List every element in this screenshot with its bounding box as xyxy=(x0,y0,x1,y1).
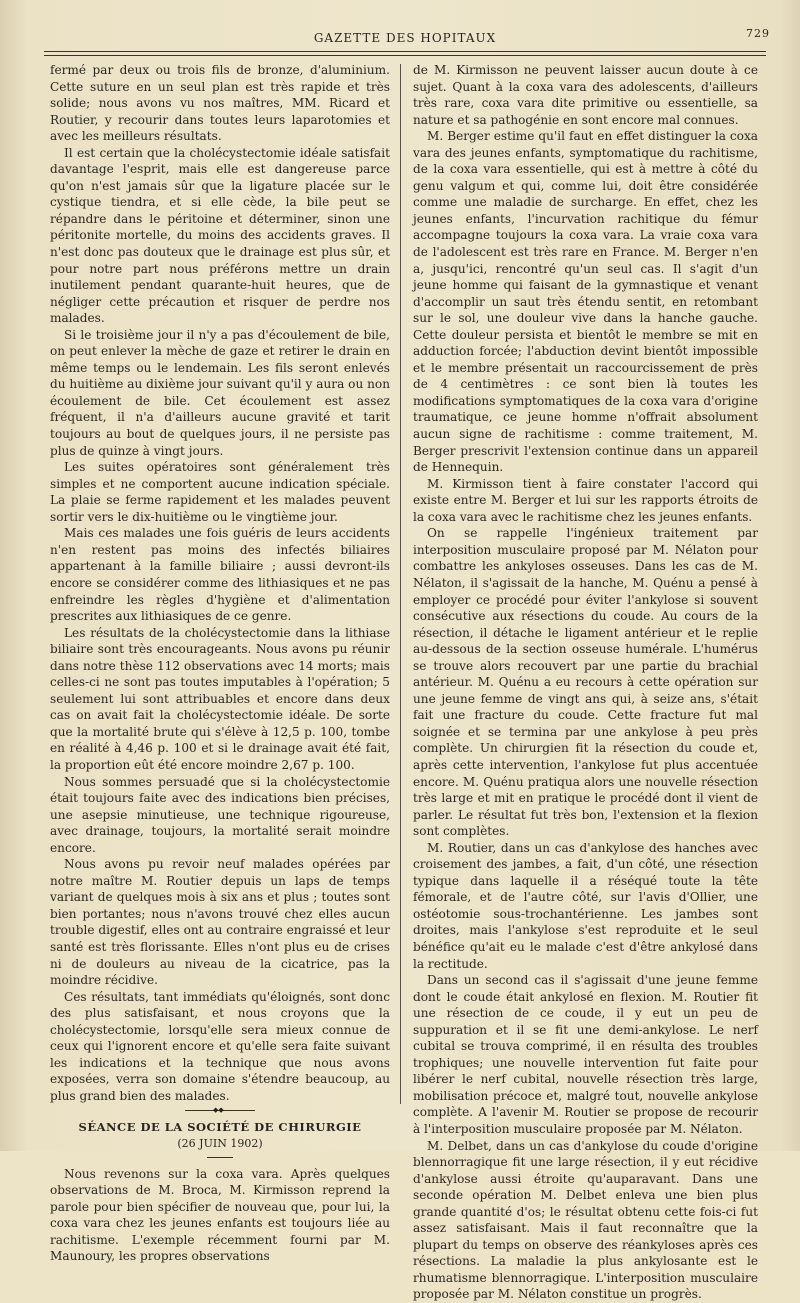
paragraph: Mais ces malades une fois guéris de leurs accidents n'en restent pas moins des infectés biliaires appartenant à la famille biliaire ; aussi devront-ils encore se considérer comme des lithiasiques et ne pas enfreindre les règles d'hygiène et d'alimentation prescrites aux lithiasiques de ce genre. xyxy=(50,526,390,624)
paragraph: Les suites opératoires sont généralement très simples et ne comportent aucune indication spéciale. La plaie se ferme rapidement et les malades peuvent sortir vers le dix-huitième ou le vingtième jour. xyxy=(50,460,390,524)
paragraph: de M. Kirmisson ne peuvent laisser aucun doute à ce sujet. Quant à la coxa vara des adolescents, d'ailleurs très rare, coxa vara dite primitive ou essentielle, sa nature et sa pathogénie en sont encore mal connues. xyxy=(413,63,758,127)
paragraph: M. Delbet, dans un cas d'ankylose du coude d'origine blennorragique fit une large résection, il y eut récidive d'ankylose aussi étroite qu'auparavant. Dans une seconde opération M. Delbet enleva une bien plus grande quantité d'os; le résultat obtenu cette fois-ci fut assez satisfaisant. Mais il faut reconnaître que la plupart du temps on observe des réankyloses après ces résections. La maladie la plus ankylosante est le rhumatisme blennorragique. L'interposition musculaire proposée par M. Nélaton constitue un progrès. xyxy=(413,1138,758,1302)
paragraph: Nous revenons sur la coxa vara. Après quelques observations de M. Broca, M. Kirmisson reprend la parole pour bien spécifier de nouveau que, pour lui, la coxa vara chez les jeunes enfants est toujours liée au rachitisme. L'exemple récemment fourni par M. Maunoury, les propres observations xyxy=(50,1166,390,1264)
column-divider xyxy=(400,64,401,1104)
section-short-rule xyxy=(207,1157,233,1158)
header-rule-thick xyxy=(44,51,766,52)
paragraph: On se rappelle l'ingénieux traitement par interposition musculaire proposé par M. Nélaton pour combattre les ankyloses osseuses. Dans les cas de M. Nélaton, il s'agissait de la hanche, M. Quénu a pensé à employer ce procédé pour éviter l'ankylose si souvent consécutive aux résections du coude. Au cours de la résection, il détache le ligament antérieur et le replie au-dessous de la section osseuse humérale. L'humérus se trouve alors recouvert par une partie du brachial antérieur. M. Quénu a eu recours à cette opération sur une jeune femme de vingt ans qui, à seize ans, s'était fait une fracture du coude. Cette fracture fut mal soignée et se termina par une ankylose à peu près complète. Un chirurgien fit la résection du coude et, après cette intervention, l'ankylose fut plus accentuée encore. M. Quénu pratiqua alors une nouvelle résection très large et mit en pratique le procédé dont il vient de parler. Le résultat fut très bon, l'extension et la flexion sont complètes. xyxy=(413,526,758,839)
paragraph: Il est certain que la cholécystectomie idéale satisfait davantage l'esprit, mais elle est dangereuse parce qu'on n'est jamais sûr que la ligature placée sur le cystique tiendra, et si elle cède, la bile peut se répandre dans le péritoine et déterminer, sinon une péritonite mortelle, du moins des accidents graves. Il n'est donc pas douteux que le drainage est plus sûr, et pour notre part nous préférons mettre un drain inutilement pendant quarante-huit heures, que de négliger cette précaution et risquer de perdre nos malades. xyxy=(50,145,390,326)
header-rule-thin xyxy=(44,55,766,56)
paragraph: fermé par deux ou trois fils de bronze, d'aluminium. Cette suture en un seul plan est très rapide et très solide; nous avons vu nos maîtres, MM. Ricard et Routier, y recourir dans toutes leurs laparotomies et avec les meilleurs résultats. xyxy=(50,63,390,144)
paragraph: Les résultats de la cholécystectomie dans la lithiase biliaire sont très encourageants. Nous avons pu réunir dans notre thèse 112 observations avec 14 morts; mais celles-ci ne sont pas toutes imputables à l'opération; 5 seulement lui sont attribuables et encore dans deux cas on avait fait la cholécystectomie idéale. De sorte que la mortalité brute qui s'élève à 12,5 p. 100, tombe en réalité à 4,46 p. 100 et si le drainage avait été fait, la proportion eût été encore moindre 2,67 p. 100. xyxy=(50,625,390,772)
paragraph: Dans un second cas il s'agissait d'une jeune femme dont le coude était ankylosé en flexion. M. Routier fit une résection de ce coude, il y eut un peu de suppuration et il se fit une demi-ankylose. Le nerf cubital se trouva comprimé, il en résulta des troubles trophiques; une nouvelle intervention fut faite pour libérer le nerf cubital, nouvelle résection très large, mobilisation précoce et, malgré tout, nouvelle ankylose complète. A l'avenir M. Routier se propose de recourir à l'interposition musculaire proposée par M. Nélaton. xyxy=(413,973,758,1136)
paragraph: Nous sommes persuadé que si la cholécystectomie était toujours faite avec des indications bien précises, une asepsie minutieuse, une technique rigoureuse, avec drainage, toujours, la mortalité serait moindre encore. xyxy=(50,774,390,855)
paragraph: Nous avons pu revoir neuf malades opérées par notre maître M. Routier depuis un laps de temps variant de quelques mois à six ans et plus ; toutes sont bien portantes; nous n'avons trouvé chez elles aucun trouble digestif, elles ont au contraire engraissé et leur santé est très florissante. Elles n'ont plus eu de crises ni de douleurs au niveau de la cicatrice, pas la moindre récidive. xyxy=(50,857,390,988)
left-column xyxy=(50,62,390,1265)
ornament-icon: ◆◆ xyxy=(213,1106,224,1115)
section-date: (26 JUIN 1902) xyxy=(177,1137,263,1150)
section-separator xyxy=(185,1106,255,1115)
paragraph: M. Berger estime qu'il faut en effet distinguer la coxa vara des jeunes enfants, symptomatique du rachitisme, de la coxa vara essentielle, qui est à mettre à côté du genu valgum et qui, comme lui, doit être considérée comme une maladie de surcharge. En effet, chez les jeunes enfants, l'incurvation rachitique du fémur accompagne toujours la coxa vara. La vraie coxa vara de l'adolescent est très rare en France. M. Berger n'en a, jusqu'ici, rencontré qu'un seul cas. Il s'agit d'un jeune homme qui faisant de la gymnastique et venant d'accomplir un saut très étendu sentit, en retombant sur le sol, une douleur vive dans la hanche gauche. Cette douleur persista et bientôt le membre se mit en adduction forcée; l'abduction devint bientôt impossible et le membre présentait un raccourcissement de près de 4 centimètres : ce sont bien là toutes les modifications symptomatiques de la coxa vara d'origine traumatique, ce jeune homme n'offrait absolument aucun signe de rachitisme : comme traitement, M. Berger prescrivit l'extension continue dans un appareil de Hennequin. xyxy=(413,129,758,475)
paragraph: M. Kirmisson tient à faire constater l'accord qui existe entre M. Berger et lui sur les rapports étroits de la coxa vara avec le rachitisme chez les jeunes enfants. xyxy=(413,476,758,524)
page-number: 729 xyxy=(746,27,770,40)
paragraph: Ces résultats, tant immédiats qu'éloignés, sont donc des plus satisfaisant, et nous croyons que la cholécystectomie, lorsqu'elle sera mieux connue de ceux qui l'ignorent encore et qu'elle sera faite suivant les indications et la technique que nous avons exposées, verra son domaine s'étendre beaucoup, au plus grand bien des malades. xyxy=(50,989,390,1103)
section-title: SÉANCE DE LA SOCIÉTÉ DE CHIRURGIE xyxy=(78,1120,362,1135)
right-column xyxy=(413,62,758,1303)
journal-title: GAZETTE DES HOPITAUX xyxy=(313,31,497,45)
page-header xyxy=(40,26,770,48)
paragraph: Si le troisième jour il n'y a pas d'écoulement de bile, on peut enlever la mèche de gaze et retirer le drain en même temps ou le lendemain. Les fils seront enlevés du huitième au dixième jour suivant qu'il y aura ou non écoulement de bile. Cet écoulement est assez fréquent, il n'a d'ailleurs aucune gravité et tarit toujours au bout de quelques jours, il ne persiste pas plus de quinze à vingt jours. xyxy=(50,327,390,458)
paragraph: M. Routier, dans un cas d'ankylose des hanches avec croisement des jambes, a fait, d'un côté, une résection typique dans laquelle il a réséqué toute la tête fémorale, et de l'autre côté, sur l'avis d'Ollier, une ostéotomie sous-trochantérienne. Les jambes sont droites, mais l'ankylose s'est reproduite et le seul bénéfice qu'ait eu le malade c'est d'être ankylosé dans la rectitude. xyxy=(413,840,758,971)
